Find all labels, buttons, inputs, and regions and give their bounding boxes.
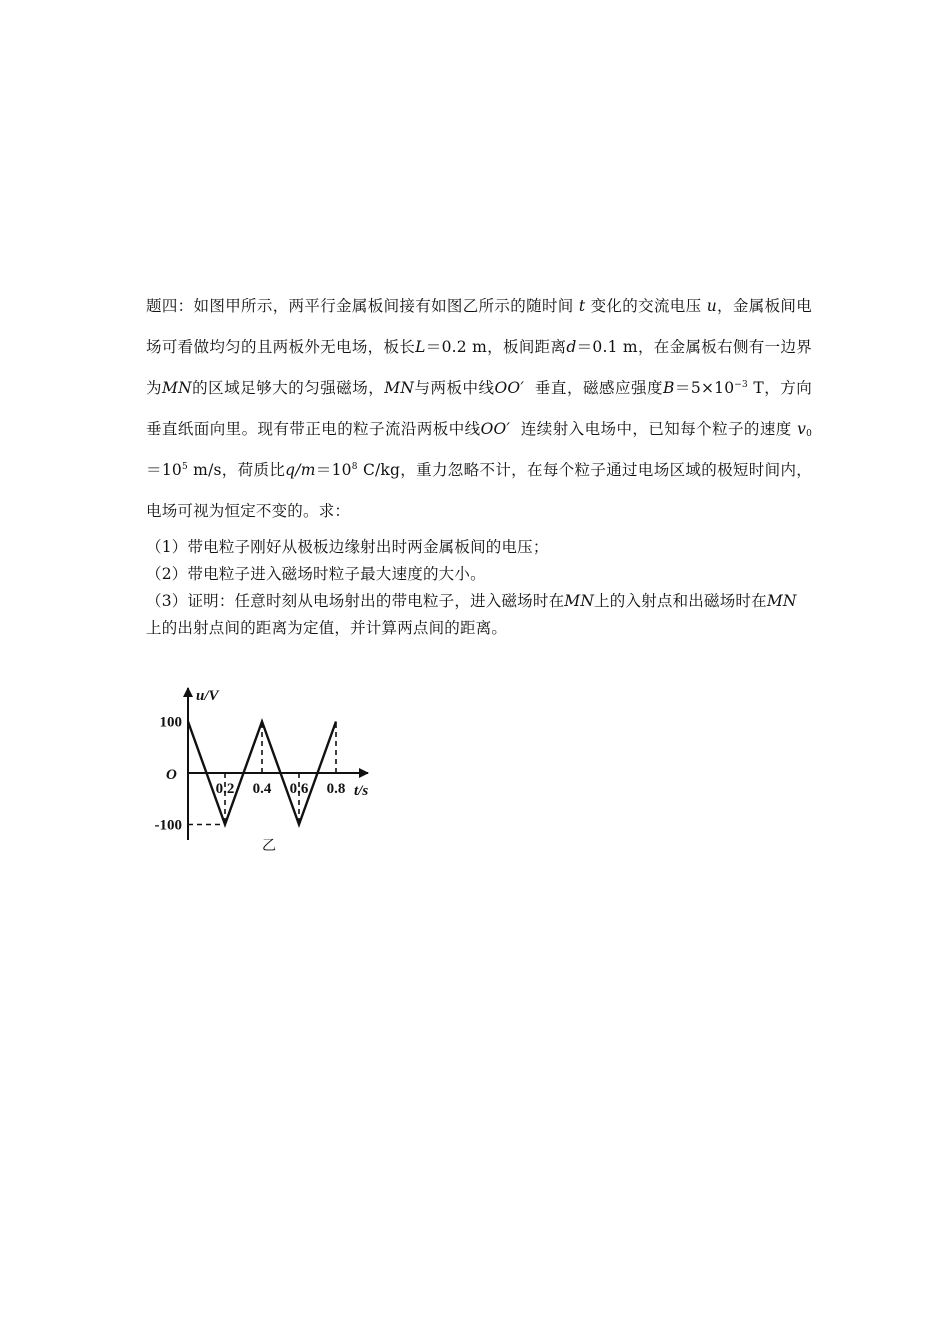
figure-caption: 乙 <box>262 839 276 854</box>
x-tick-label-0: 0.2 <box>215 781 235 797</box>
question-2: （2）带电粒子进入磁场时粒子最大速度的大小。 <box>146 565 486 583</box>
x-tick-label-2: 0.6 <box>289 781 309 797</box>
x-axis-label: t/s <box>354 783 369 799</box>
problem-label: 题四： <box>146 297 194 315</box>
problem-text <box>146 286 812 642</box>
y-tick-label-0: 100 <box>159 714 182 731</box>
voltage-time-graph <box>140 680 400 860</box>
y-tick-label-1: -100 <box>154 817 182 834</box>
x-tick-label-1: 0.4 <box>252 781 272 797</box>
problem-statement: 题四：如图甲所示，两平行金属板间接有如图乙所示的随时间 t 变化的交流电压 u，金属板间电场可看做均匀的且两板外无电场，板长L＝0.2 m，板间距离d＝0.1 m，在金属板右侧有一边界为MN的区域足够大的匀强磁场，MN与两板中线OO′ 垂直，磁感应强度$B=5\times 10^{-3}$ T，方向垂直纸面向里。现有带正电的粒子流沿两板中线OO′ 连续射入电场中，已知每个粒子的速度 $v_0=10^5$ m/s，荷质比$q/m=10^8$ C/kg，重力忽略不计，在每个粒子通过电场区域的极短时间内，电场可视为恒定不变的。求： <box>146 297 813 520</box>
question-1: （1）带电粒子刚好从极板边缘射出时两金属板间的电压； <box>146 538 549 556</box>
origin-label: O <box>166 767 177 783</box>
x-tick-label-3: 0.8 <box>326 781 346 797</box>
y-axis-label: u/V <box>196 688 219 704</box>
question-3: （3）证明：任意时刻从电场射出的带电粒子，进入磁场时在MN上的入射点和出磁场时在MN上的出射点间的距离为定值，并计算两点间的距离。 <box>146 592 797 637</box>
